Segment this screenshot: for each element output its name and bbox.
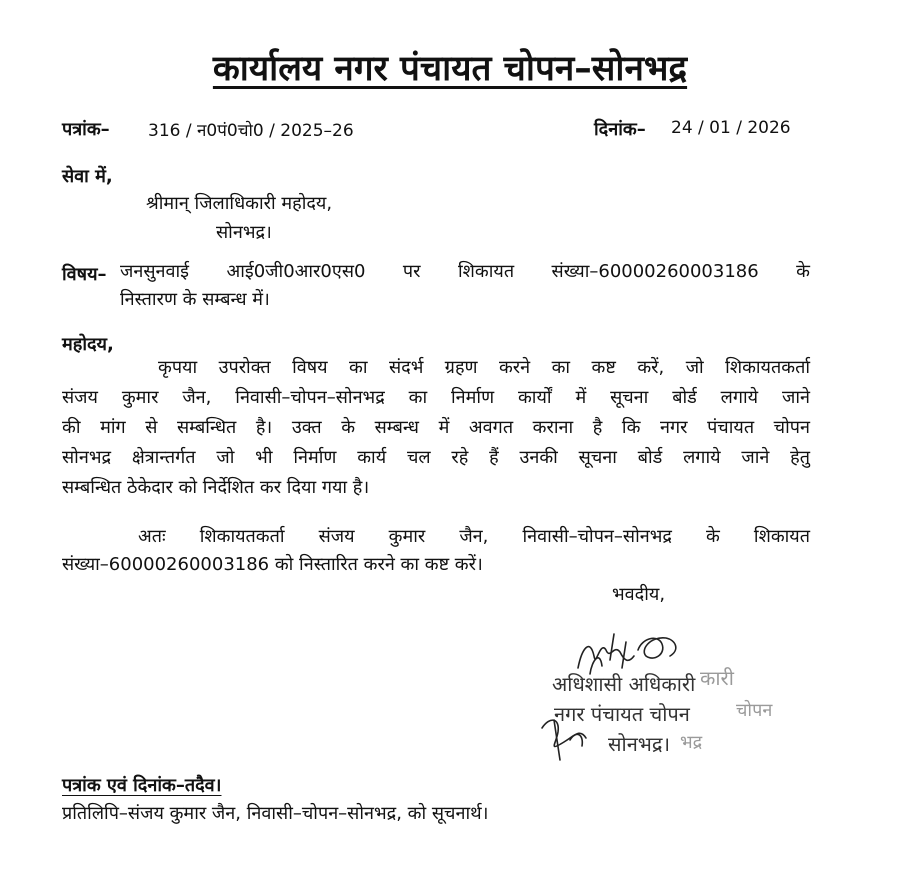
para2-line: संख्या–60000260003186 को निस्तारित करने का कष्ट करें।	[62, 554, 483, 575]
para1-line: संजय कुमार जैन, निवासी–चोपन–सोनभद्र का निर्माण कार्यों में सूचना बोर्ड लगाये जाने	[62, 387, 810, 408]
signatory-office: नगर पंचायत चोपन	[554, 702, 690, 726]
footer-copy: प्रतिलिपि–संजय कुमार जैन, निवासी–चोपन–सोनभद्र, को सूचनार्थ।	[62, 803, 489, 824]
closing: भवदीय,	[612, 584, 666, 605]
addressee-line1: श्रीमान् जिलाधिकारी महोदय,	[146, 193, 333, 214]
para2-line: अतः शिकायतकर्ता संजय कुमार जैन, निवासी–चोपन–सोनभद्र के शिकायत	[138, 526, 810, 547]
para1-line: सोनभद्र क्षेत्रान्तर्गत जो भी निर्माण कार्य चल रहे हैं उनकी सूचना बोर्ड लगाये जाने हेतु	[62, 447, 810, 468]
stamp-faint-2: चोपन	[736, 700, 773, 721]
greeting: महोदय,	[62, 334, 114, 355]
signatory-place: सोनभद्र।	[608, 732, 671, 756]
page-title: कार्यालय नगर पंचायत चोपन–सोनभद्र	[212, 49, 688, 89]
signatory-title: अधिशासी अधिकारी	[552, 672, 696, 696]
reference-number: 316 / न0पं0चो0 / 2025–26	[148, 121, 354, 141]
para1-line: कृपया उपरोक्त विषय का संदर्भ ग्रहण करने का कष्ट करें, जो शिकायतकर्ता	[158, 357, 810, 378]
stamp-faint-3: भद्र	[680, 732, 703, 753]
date-value: 24 / 01 / 2026	[671, 118, 791, 138]
para1-line: की मांग से सम्बन्धित है। उक्त के सम्बन्ध में अवगत कराना है कि नगर पंचायत चोपन	[62, 417, 810, 438]
addressee-heading: सेवा में,	[62, 166, 113, 187]
subject-label: विषय–	[62, 264, 107, 285]
addressee-line2: सोनभद्र।	[216, 222, 272, 243]
date-label: दिनांक–	[594, 119, 646, 140]
subject-line2: निस्तारण के सम्बन्ध में।	[120, 289, 270, 310]
subject-line1: जनसुनवाई आई0जी0आर0एस0 पर शिकायत संख्या–60000260003186 के	[120, 261, 810, 282]
reference-label: पत्रांक–	[62, 119, 110, 140]
footer-reference: पत्रांक एवं दिनांक–तदैव।	[62, 775, 222, 796]
stamp-faint-1: कारी	[700, 666, 734, 690]
para1-line: सम्बन्धित ठेकेदार को निर्देशित कर दिया गया है।	[62, 477, 370, 498]
